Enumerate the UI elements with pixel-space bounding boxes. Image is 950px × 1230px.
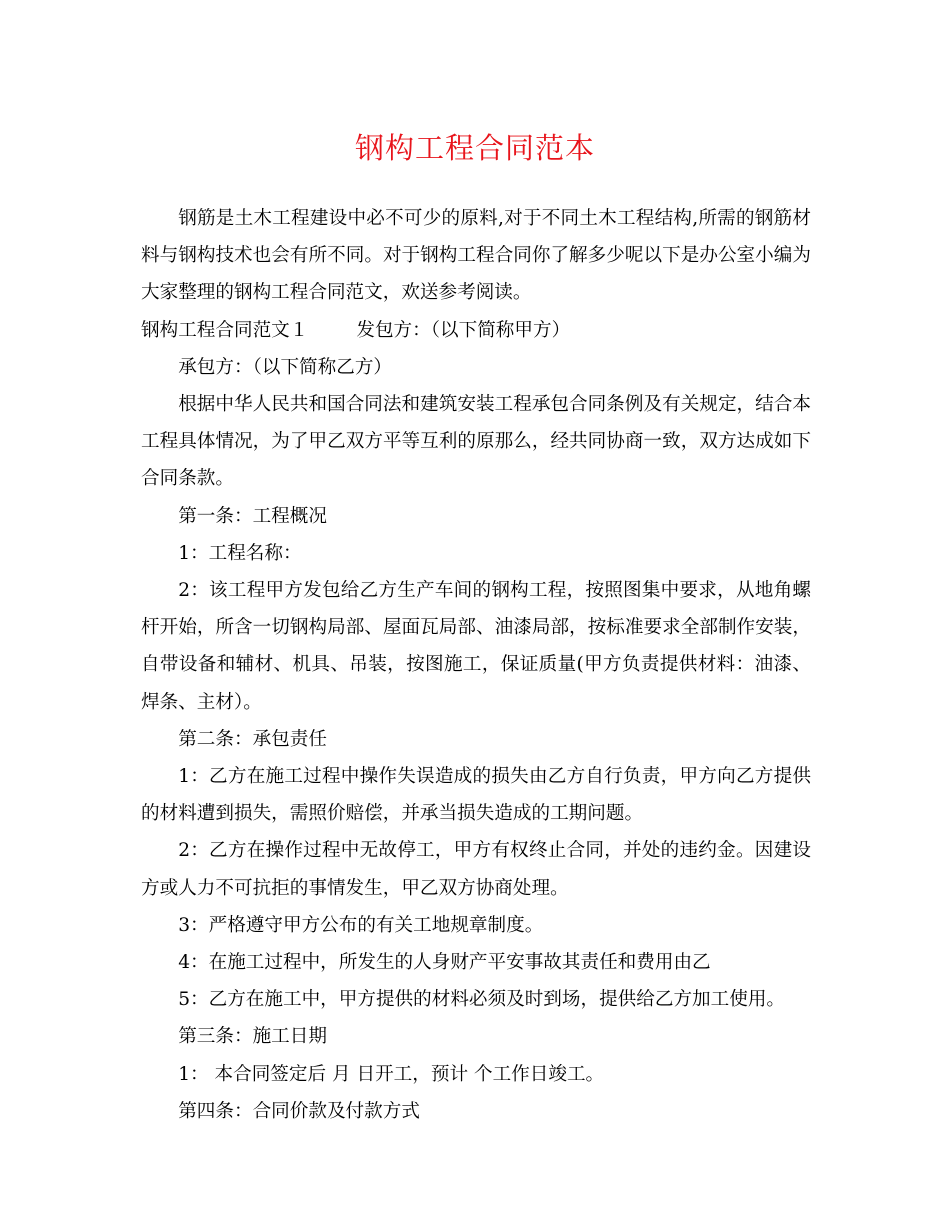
article-3-heading: 第三条：施工日期 (178, 1026, 327, 1048)
article-1-heading: 第一条：工程概况 (178, 505, 327, 527)
article-2-heading: 第二条：承包责任 (178, 728, 327, 750)
article-4-heading: 第四条：合同价款及付款方式 (178, 1100, 420, 1122)
party-b-label: 承包方：（以下简称乙方） (178, 356, 393, 378)
article-2-item-1: 1：乙方在施工过程中操作失误造成的损失由乙方自行负责，甲方向乙方提供的材料遭到损失，需照价赔偿，并承当损失造成的工期问题。 (141, 766, 811, 825)
sample-label: 钢构工程合同范文１ (141, 319, 309, 341)
article-2-item-2: 2：乙方在操作过程中无故停工，甲方有权终止合同，并处的违约金。因建设方或人力不可抗拒的事情发生，甲乙双方协商处理。 (141, 840, 811, 899)
document-title: 钢构工程合同范本 (354, 131, 595, 165)
article-2-item-3: 3：严格遵守甲方公布的有关工地规章制度。 (178, 914, 544, 936)
article-1-item-1: 1：工程名称： (178, 542, 302, 564)
party-a-label: 发包方：（以下简称甲方） (356, 319, 571, 341)
sample-party-a-line (141, 312, 811, 349)
document-body (141, 200, 811, 1130)
article-2-item-4: 4：在施工过程中，所发生的人身财产平安事故其责任和费用由乙 (178, 952, 711, 974)
preamble-paragraph: 根据中华人民共和国合同法和建筑安装工程承包合同条例及有关规定，结合本工程具体情况，为了甲乙双方平等互利的原那么，经共同协商一致，双方达成如下合同条款。 (141, 394, 811, 490)
article-2-item-5: 5：乙方在施工中，甲方提供的材料必须及时到场，提供给乙方加工使用。 (178, 989, 786, 1011)
intro-paragraph: 钢筋是土木工程建设中必不可少的原料,对于不同土木工程结构,所需的钢筋材料与钢构技术也会有所不同。对于钢构工程合同你了解多少呢以下是办公室小编为大家整理的钢构工程合同范文，欢送参考阅读。 (141, 208, 811, 304)
article-1-item-2: 2：该工程甲方发包给乙方生产车间的钢构工程，按照图集中要求，从地角螺杆开始，所含一切钢构局部、屋面瓦局部、油漆局部，按标准要求全部制作安装，自带设备和辅材、机具、吊装，按图施工，保证质量(甲方负责提供材料：油漆、焊条、主材）。 (141, 580, 811, 713)
article-3-item-1: 1： 本合同签定后 月 日开工，预计 个工作日竣工。 (178, 1063, 605, 1085)
